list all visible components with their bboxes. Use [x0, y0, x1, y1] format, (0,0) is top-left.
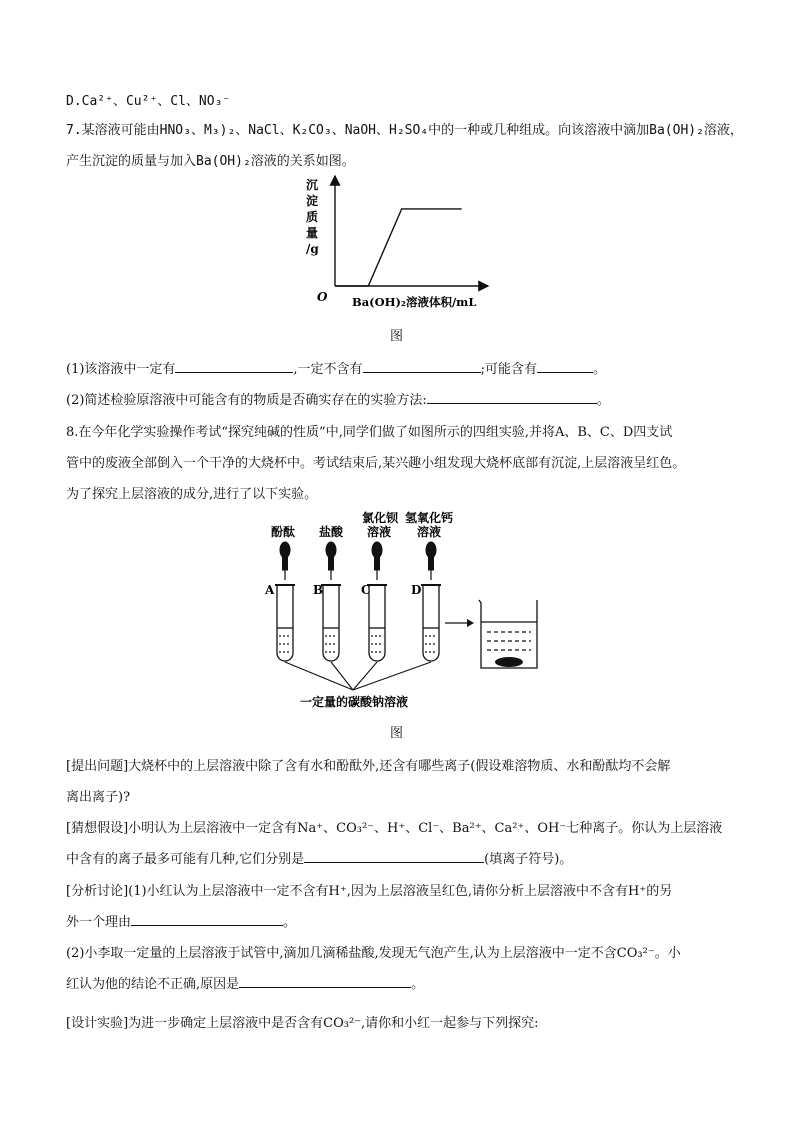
test-tube-a — [275, 585, 295, 661]
q8-stem-line2: 管中的废液全部倒入一个干净的大烧杯中。考试结束后,某兴趣小组发现大烧杯底部有沉淀,上层溶液呈红色。 — [66, 456, 686, 471]
q7-figure-caption: 图 — [390, 329, 404, 344]
test-tube-b — [321, 585, 341, 661]
q7-sub2 — [66, 389, 610, 408]
q8-analysis2-line2 — [66, 973, 424, 992]
answer-blank-2[interactable] — [363, 360, 481, 373]
q7-sub1-text-a: (1)该溶液中一定有 — [66, 362, 176, 377]
q8-analysis1-line1: [分析讨论](1)小红认为上层溶液中一定不含有H⁺,因为上层溶液呈红色,请你分析上层溶液中不含有H⁺的另 — [66, 884, 673, 899]
answer-blank-7[interactable] — [239, 975, 411, 988]
tube-label-a: A — [265, 583, 275, 597]
q7-stem-line1: 7.某溶液可能由HNO₃、M₃)₂、NaCl、K₂CO₃、NaOH、H₂SO₄中的一种或几种组成。向该溶液中滴加Ba(OH)₂溶液， — [66, 123, 743, 138]
q8-hypothesis-end: (填离子符号)。 — [484, 852, 573, 867]
q8-question-line2: 离出离子)? — [66, 790, 131, 805]
reagent-label-d-line1: 氢氧化钙 — [405, 511, 454, 525]
q8-analysis2-line1: (2)小李取一定量的上层溶液于试管中,滴加几滴稀盐酸,发现无气泡产生,认为上层溶液中一定不含CO₃²⁻。小 — [66, 946, 681, 961]
y-label-char3: 质 — [306, 210, 319, 224]
q8-analysis1-end: 。 — [283, 915, 297, 930]
q8-hypothesis-line1: [猜想假设]小明认为上层溶液中一定含有Na⁺、CO₃²⁻、H⁺、Cl⁻、Ba²⁺、Ca²⁺、OH⁻七种离子。你认为上层溶液 — [66, 821, 723, 836]
q7-sub2-end: 。 — [596, 393, 610, 408]
reagent-label-b: 盐酸 — [319, 525, 344, 539]
answer-blank-6[interactable] — [131, 913, 283, 926]
y-label-unit: /g — [306, 242, 319, 256]
q7-sub1-text-c: ;可能含有 — [480, 362, 537, 377]
dropper-c — [372, 542, 382, 580]
q6-option-d: D.Ca²⁺、Cu²⁺、Cl、NO₃⁻ — [66, 94, 231, 109]
sodium-carbonate-label: 一定量的碳酸钠溶液 — [300, 695, 409, 709]
tube-label-c: C — [361, 583, 371, 597]
test-tube-d — [421, 585, 441, 661]
q8-figure-caption: 图 — [390, 726, 404, 741]
reagent-label-d-line2: 溶液 — [417, 525, 442, 539]
q8-hypothesis-line2 — [66, 848, 572, 867]
answer-blank-3[interactable] — [537, 360, 593, 373]
reagent-label-a: 酚酞 — [271, 525, 296, 539]
y-label-char4: 量 — [306, 226, 319, 240]
answer-blank-1[interactable] — [175, 360, 293, 373]
y-label-char2: 淀 — [306, 194, 319, 208]
q8-analysis2-text: 红认为他的结论不正确,原因是 — [66, 977, 240, 992]
connector-lines — [285, 662, 431, 690]
q8-apparatus-figure — [255, 508, 545, 713]
dropper-b — [326, 542, 336, 580]
q7-sub1 — [66, 358, 606, 377]
reagent-label-c-line2: 溶液 — [367, 525, 392, 539]
dropper-d — [426, 542, 436, 580]
y-label-char1: 沉 — [306, 178, 319, 192]
series-line — [335, 209, 462, 286]
q8-stem-line3: 为了探究上层溶液的成分,进行了以下实验。 — [66, 487, 318, 502]
q8-stem-line1: 8.在今年化学实验操作考试“探究纯碱的性质”中,同学们做了如图所示的四组实验,并将A、B、C、D四支试 — [66, 425, 673, 440]
q8-analysis1-line2 — [66, 911, 296, 930]
droppers — [280, 542, 436, 580]
q8-question-line1: [提出问题]大烧杯中的上层溶液中除了含有水和酚酞外,还含有哪些离子(假设难溶物质、水和酚酞均不会解 — [66, 759, 671, 774]
tube-label-d: D — [411, 583, 422, 597]
answer-blank-4[interactable] — [427, 391, 597, 404]
y-axis-label — [306, 177, 319, 256]
origin-label: O — [317, 290, 328, 304]
q7-sub1-end: 。 — [592, 362, 606, 377]
q7-chart — [300, 172, 500, 314]
x-axis-label: Ba(OH)₂溶液体积/mL — [352, 295, 477, 309]
tube-label-b: B — [313, 583, 324, 597]
reagent-label-c-line1: 氯化钡 — [362, 511, 399, 525]
q8-analysis1-text: 外一个理由 — [66, 915, 132, 930]
precipitate — [495, 657, 523, 667]
beaker — [479, 600, 537, 668]
arrow-to-beaker — [445, 619, 474, 627]
q7-sub1-text-b: ,一定不含有 — [293, 362, 363, 377]
q8-analysis2-end: 。 — [411, 977, 425, 992]
q7-stem-line2: 产生沉淀的质量与加入Ba(OH)₂溶液的关系如图。 — [66, 154, 355, 169]
q8-hypothesis-text: 中含有的离子最多可能有几种,它们分别是 — [66, 852, 305, 867]
dropper-a — [280, 542, 290, 580]
answer-blank-5[interactable] — [304, 850, 484, 863]
q8-design-line: [设计实验]为进一步确定上层溶液中是否含有CO₃²⁻,请你和小红一起参与下列探究: — [66, 1016, 539, 1031]
q7-sub2-text: (2)简述检验原溶液中可能含有的物质是否确实存在的实验方法: — [66, 393, 427, 408]
